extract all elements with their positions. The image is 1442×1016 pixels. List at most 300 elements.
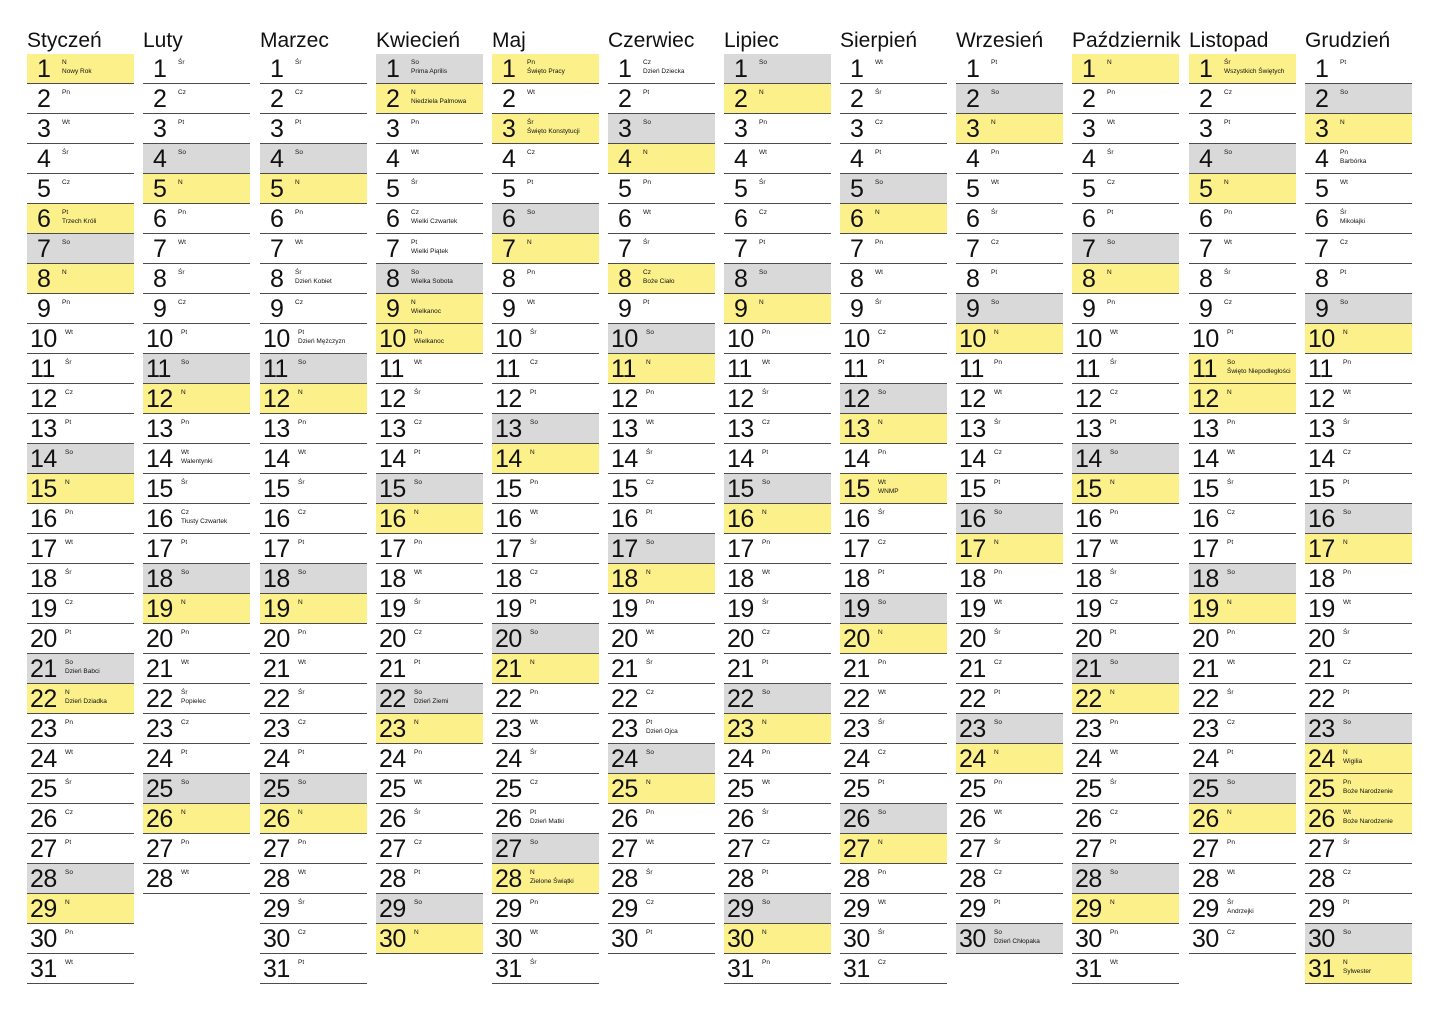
weekday-abbr: Cz	[1110, 599, 1118, 606]
day-number: 14	[1308, 445, 1335, 473]
day-number: 17	[959, 535, 986, 563]
weekday-abbr: Śr	[1107, 149, 1114, 156]
day-number: 7	[1315, 235, 1329, 263]
day-cell	[1305, 744, 1412, 774]
weekday-abbr: So	[762, 899, 770, 906]
day-cell	[724, 264, 831, 294]
weekday-abbr: Wt	[65, 329, 73, 336]
weekday-abbr: Cz	[643, 269, 651, 276]
weekday-abbr: Pn	[1110, 929, 1118, 936]
weekday-abbr: N	[1227, 809, 1232, 816]
day-cell	[608, 414, 715, 444]
day-number: 27	[1308, 835, 1335, 863]
day-cell	[608, 624, 715, 654]
holiday-name: Popielec	[181, 698, 206, 705]
weekday-abbr: N	[414, 719, 419, 726]
day-cell	[1072, 864, 1179, 894]
weekday-abbr: So	[646, 749, 654, 756]
day-cell	[1072, 84, 1179, 114]
weekday-abbr: Wt	[643, 209, 651, 216]
day-number: 19	[727, 595, 754, 623]
day-number: 28	[1308, 865, 1335, 893]
weekday-abbr: Pn	[530, 689, 538, 696]
day-cell	[260, 384, 367, 414]
day-number: 25	[1192, 775, 1219, 803]
weekday-abbr: Cz	[65, 599, 73, 606]
weekday-abbr: N	[878, 419, 883, 426]
day-cell	[492, 774, 599, 804]
day-number: 5	[37, 175, 51, 203]
day-number: 22	[611, 685, 638, 713]
day-cell	[840, 474, 947, 504]
day-number: 3	[966, 115, 980, 143]
day-cell	[840, 144, 947, 174]
day-cell	[1305, 114, 1412, 144]
day-cell	[376, 84, 483, 114]
weekday-abbr: So	[994, 509, 1002, 516]
day-cell	[143, 834, 250, 864]
weekday-abbr: Pt	[181, 539, 188, 546]
day-number: 18	[30, 565, 57, 593]
weekday-abbr: Śr	[878, 929, 885, 936]
weekday-abbr: N	[994, 539, 999, 546]
day-number: 13	[1075, 415, 1102, 443]
day-cell	[492, 84, 599, 114]
weekday-abbr: N	[1343, 539, 1348, 546]
day-number: 15	[843, 475, 870, 503]
weekday-abbr: Wt	[414, 569, 422, 576]
weekday-abbr: Cz	[875, 119, 883, 126]
weekday-abbr: Wt	[878, 689, 886, 696]
day-number: 28	[30, 865, 57, 893]
day-cell	[260, 654, 367, 684]
day-cell	[840, 384, 947, 414]
day-number: 13	[1192, 415, 1219, 443]
day-number: 17	[843, 535, 870, 563]
weekday-abbr: So	[178, 149, 186, 156]
day-number: 25	[1308, 775, 1335, 803]
day-cell	[1305, 954, 1412, 984]
weekday-abbr: Wt	[646, 839, 654, 846]
day-cell	[1072, 594, 1179, 624]
day-number: 29	[1308, 895, 1335, 923]
weekday-abbr: Pt	[994, 479, 1001, 486]
day-cell	[143, 294, 250, 324]
day-cell	[143, 534, 250, 564]
day-cell	[956, 744, 1063, 774]
day-number: 14	[727, 445, 754, 473]
day-cell	[724, 384, 831, 414]
weekday-abbr: So	[1227, 359, 1235, 366]
day-cell	[1072, 384, 1179, 414]
day-number: 28	[1192, 865, 1219, 893]
day-number: 17	[727, 535, 754, 563]
day-number: 4	[1082, 145, 1096, 173]
day-number: 2	[37, 85, 51, 113]
weekday-abbr: Cz	[295, 89, 303, 96]
weekday-abbr: Pt	[298, 959, 305, 966]
day-number: 27	[1192, 835, 1219, 863]
day-cell	[840, 654, 947, 684]
day-number: 26	[1308, 805, 1335, 833]
day-number: 22	[1192, 685, 1219, 713]
day-number: 27	[959, 835, 986, 863]
day-number: 20	[843, 625, 870, 653]
weekday-abbr: Cz	[759, 209, 767, 216]
weekday-abbr: Cz	[994, 449, 1002, 456]
day-number: 14	[843, 445, 870, 473]
weekday-abbr: N	[762, 929, 767, 936]
weekday-abbr: Śr	[646, 659, 653, 666]
weekday-abbr: So	[65, 869, 73, 876]
day-number: 20	[379, 625, 406, 653]
weekday-abbr: Cz	[414, 839, 422, 846]
day-cell	[1189, 654, 1296, 684]
day-number: 24	[30, 745, 57, 773]
day-number: 1	[850, 55, 864, 83]
day-number: 16	[1075, 505, 1102, 533]
day-number: 15	[495, 475, 522, 503]
day-number: 22	[959, 685, 986, 713]
day-number: 12	[1192, 385, 1219, 413]
day-cell	[27, 354, 134, 384]
day-cell	[376, 864, 483, 894]
day-number: 6	[1315, 205, 1329, 233]
weekday-abbr: So	[1224, 149, 1232, 156]
day-cell	[1072, 534, 1179, 564]
day-number: 17	[379, 535, 406, 563]
weekday-abbr: Pt	[1224, 119, 1231, 126]
day-number: 24	[495, 745, 522, 773]
weekday-abbr: Śr	[530, 749, 537, 756]
weekday-abbr: N	[762, 509, 767, 516]
day-number: 30	[611, 925, 638, 953]
holiday-name: Sylwester	[1343, 968, 1372, 975]
day-number: 2	[1315, 85, 1329, 113]
day-number: 7	[1199, 235, 1213, 263]
day-number: 25	[1075, 775, 1102, 803]
day-number: 14	[1075, 445, 1102, 473]
day-number: 6	[153, 205, 167, 233]
weekday-abbr: Wt	[759, 149, 767, 156]
weekday-abbr: Pt	[298, 329, 305, 336]
day-cell	[143, 144, 250, 174]
weekday-abbr: Wt	[1110, 329, 1118, 336]
weekday-abbr: So	[295, 149, 303, 156]
weekday-abbr: Śr	[1343, 629, 1350, 636]
weekday-abbr: So	[181, 779, 189, 786]
day-number: 10	[1308, 325, 1335, 353]
weekday-abbr: Śr	[994, 419, 1001, 426]
weekday-abbr: Pn	[994, 779, 1002, 786]
weekday-abbr: So	[762, 689, 770, 696]
day-cell	[376, 114, 483, 144]
day-cell	[724, 414, 831, 444]
holiday-name: Tłusty Czwartek	[181, 518, 228, 525]
weekday-abbr: N	[414, 509, 419, 516]
month-name: Listopad	[1189, 29, 1269, 52]
day-cell	[1072, 804, 1179, 834]
day-number: 8	[1082, 265, 1096, 293]
day-number: 3	[153, 115, 167, 143]
day-number: 6	[386, 205, 400, 233]
day-number: 9	[734, 295, 748, 323]
day-cell	[143, 714, 250, 744]
day-number: 19	[146, 595, 173, 623]
day-cell	[376, 594, 483, 624]
day-cell	[956, 444, 1063, 474]
weekday-abbr: Śr	[178, 269, 185, 276]
day-cell	[1305, 174, 1412, 204]
day-number: 8	[1199, 265, 1213, 293]
weekday-abbr: Cz	[646, 689, 654, 696]
day-cell	[724, 744, 831, 774]
weekday-abbr: So	[298, 359, 306, 366]
weekday-abbr: Pn	[298, 839, 306, 846]
weekday-abbr: So	[1110, 449, 1118, 456]
weekday-abbr: Pt	[298, 749, 305, 756]
weekday-abbr: Pt	[1110, 629, 1117, 636]
day-number: 11	[146, 355, 171, 383]
day-number: 31	[1308, 955, 1335, 983]
day-number: 29	[263, 895, 290, 923]
day-number: 8	[618, 265, 632, 293]
day-number: 30	[959, 925, 986, 953]
day-cell	[260, 954, 367, 984]
weekday-abbr: So	[1340, 89, 1348, 96]
day-number: 30	[263, 925, 290, 953]
holiday-name: Wszystkich Świętych	[1224, 68, 1285, 75]
day-number: 4	[37, 145, 51, 173]
weekday-abbr: So	[411, 59, 419, 66]
day-cell	[1072, 54, 1179, 84]
weekday-abbr: Cz	[65, 809, 73, 816]
day-number: 13	[30, 415, 57, 443]
day-cell	[143, 684, 250, 714]
day-number: 9	[153, 295, 167, 323]
day-cell	[492, 834, 599, 864]
day-cell	[1189, 864, 1296, 894]
weekday-abbr: Pt	[65, 419, 72, 426]
weekday-abbr: Pn	[646, 809, 654, 816]
day-cell	[27, 54, 134, 84]
day-cell	[260, 864, 367, 894]
day-number: 6	[270, 205, 284, 233]
weekday-abbr: N	[1343, 749, 1348, 756]
day-cell	[27, 594, 134, 624]
day-number: 31	[1075, 955, 1102, 983]
day-number: 21	[959, 655, 986, 683]
day-cell	[1189, 144, 1296, 174]
day-number: 13	[727, 415, 754, 443]
day-number: 22	[146, 685, 173, 713]
day-cell	[724, 684, 831, 714]
day-number: 17	[1075, 535, 1102, 563]
day-number: 4	[1199, 145, 1213, 173]
day-cell	[143, 414, 250, 444]
day-cell	[1072, 324, 1179, 354]
day-cell	[608, 684, 715, 714]
day-cell	[260, 174, 367, 204]
weekday-abbr: Cz	[643, 59, 651, 66]
weekday-abbr: Śr	[762, 389, 769, 396]
day-cell	[27, 924, 134, 954]
day-number: 27	[379, 835, 406, 863]
day-number: 24	[146, 745, 173, 773]
day-cell	[492, 204, 599, 234]
weekday-abbr: Wt	[530, 509, 538, 516]
day-number: 18	[263, 565, 290, 593]
day-number: 16	[959, 505, 986, 533]
day-number: 5	[966, 175, 980, 203]
weekday-abbr: So	[759, 269, 767, 276]
day-cell	[1072, 954, 1179, 984]
day-cell	[27, 204, 134, 234]
month-name: Maj	[492, 29, 526, 52]
day-number: 19	[611, 595, 638, 623]
day-number: 11	[263, 355, 288, 383]
day-number: 20	[959, 625, 986, 653]
day-number: 23	[30, 715, 57, 743]
day-cell	[1189, 684, 1296, 714]
day-cell	[1305, 624, 1412, 654]
day-cell	[492, 324, 599, 354]
weekday-abbr: So	[65, 449, 73, 456]
day-cell	[956, 324, 1063, 354]
weekday-abbr: Pt	[1110, 839, 1117, 846]
day-cell	[608, 474, 715, 504]
day-number: 22	[263, 685, 290, 713]
weekday-abbr: N	[65, 479, 70, 486]
day-number: 23	[146, 715, 173, 743]
day-number: 17	[1308, 535, 1335, 563]
weekday-abbr: N	[181, 599, 186, 606]
day-cell	[724, 234, 831, 264]
weekday-abbr: Cz	[994, 869, 1002, 876]
weekday-abbr: Pn	[414, 749, 422, 756]
weekday-abbr: Pn	[181, 839, 189, 846]
day-number: 12	[495, 385, 522, 413]
holiday-name: Święto Niepodległości	[1227, 368, 1291, 375]
month-name: Kwiecień	[376, 29, 461, 52]
weekday-abbr: Cz	[1224, 299, 1232, 306]
weekday-abbr: Cz	[878, 749, 886, 756]
day-cell	[143, 324, 250, 354]
day-number: 27	[727, 835, 754, 863]
day-cell	[27, 504, 134, 534]
weekday-abbr: Wt	[991, 179, 999, 186]
weekday-abbr: Śr	[875, 299, 882, 306]
weekday-abbr: So	[875, 179, 883, 186]
day-number: 25	[146, 775, 173, 803]
day-number: 4	[270, 145, 284, 173]
month-column	[608, 27, 715, 954]
weekday-abbr: Wt	[414, 359, 422, 366]
day-number: 10	[495, 325, 522, 353]
day-cell	[143, 804, 250, 834]
day-cell	[1189, 114, 1296, 144]
day-cell	[956, 294, 1063, 324]
weekday-abbr: Śr	[643, 239, 650, 246]
day-number: 9	[502, 295, 516, 323]
day-number: 25	[843, 775, 870, 803]
holiday-name: Nowy Rok	[62, 68, 92, 75]
day-cell	[1305, 834, 1412, 864]
day-cell	[260, 684, 367, 714]
weekday-abbr: Wt	[1227, 659, 1235, 666]
day-number: 16	[263, 505, 290, 533]
weekday-abbr: Cz	[762, 419, 770, 426]
day-number: 4	[1315, 145, 1329, 173]
day-number: 23	[495, 715, 522, 743]
day-number: 5	[270, 175, 284, 203]
day-number: 25	[727, 775, 754, 803]
weekday-abbr: Pt	[762, 449, 769, 456]
day-number: 14	[263, 445, 290, 473]
month-column	[260, 27, 367, 984]
month-name: Luty	[143, 29, 183, 52]
day-cell	[1189, 294, 1296, 324]
day-cell	[27, 444, 134, 474]
day-number: 2	[153, 85, 167, 113]
weekday-abbr: Pn	[643, 179, 651, 186]
weekday-abbr: Pn	[530, 479, 538, 486]
day-number: 27	[263, 835, 290, 863]
weekday-abbr: Śr	[181, 689, 188, 696]
day-cell	[840, 324, 947, 354]
day-number: 11	[959, 355, 984, 383]
day-cell	[724, 804, 831, 834]
day-cell	[1189, 804, 1296, 834]
day-cell	[956, 594, 1063, 624]
day-cell	[956, 924, 1063, 954]
weekday-abbr: Śr	[878, 509, 885, 516]
weekday-abbr: So	[1227, 569, 1235, 576]
day-cell	[840, 414, 947, 444]
day-number: 5	[1315, 175, 1329, 203]
weekday-abbr: Śr	[1110, 359, 1117, 366]
weekday-abbr: Cz	[530, 359, 538, 366]
weekday-abbr: So	[65, 659, 73, 666]
weekday-abbr: Pt	[759, 239, 766, 246]
weekday-abbr: Pn	[1224, 209, 1232, 216]
day-number: 2	[618, 85, 632, 113]
day-cell	[1305, 324, 1412, 354]
weekday-abbr: Pn	[530, 899, 538, 906]
weekday-abbr: Śr	[65, 779, 72, 786]
weekday-abbr: So	[762, 479, 770, 486]
day-cell	[1072, 714, 1179, 744]
weekday-abbr: Cz	[414, 419, 422, 426]
day-number: 18	[727, 565, 754, 593]
day-number: 3	[1082, 115, 1096, 143]
day-number: 15	[611, 475, 638, 503]
day-cell	[608, 924, 715, 954]
day-number: 30	[30, 925, 57, 953]
day-number: 16	[1192, 505, 1219, 533]
day-number: 12	[959, 385, 986, 413]
day-number: 24	[263, 745, 290, 773]
day-number: 12	[30, 385, 57, 413]
weekday-abbr: So	[414, 899, 422, 906]
holiday-name: Prima Aprilis	[411, 68, 448, 75]
day-cell	[840, 894, 947, 924]
weekday-abbr: Wt	[1110, 539, 1118, 546]
day-cell	[1189, 54, 1296, 84]
weekday-abbr: So	[878, 389, 886, 396]
weekday-abbr: So	[646, 329, 654, 336]
weekday-abbr: Cz	[994, 659, 1002, 666]
